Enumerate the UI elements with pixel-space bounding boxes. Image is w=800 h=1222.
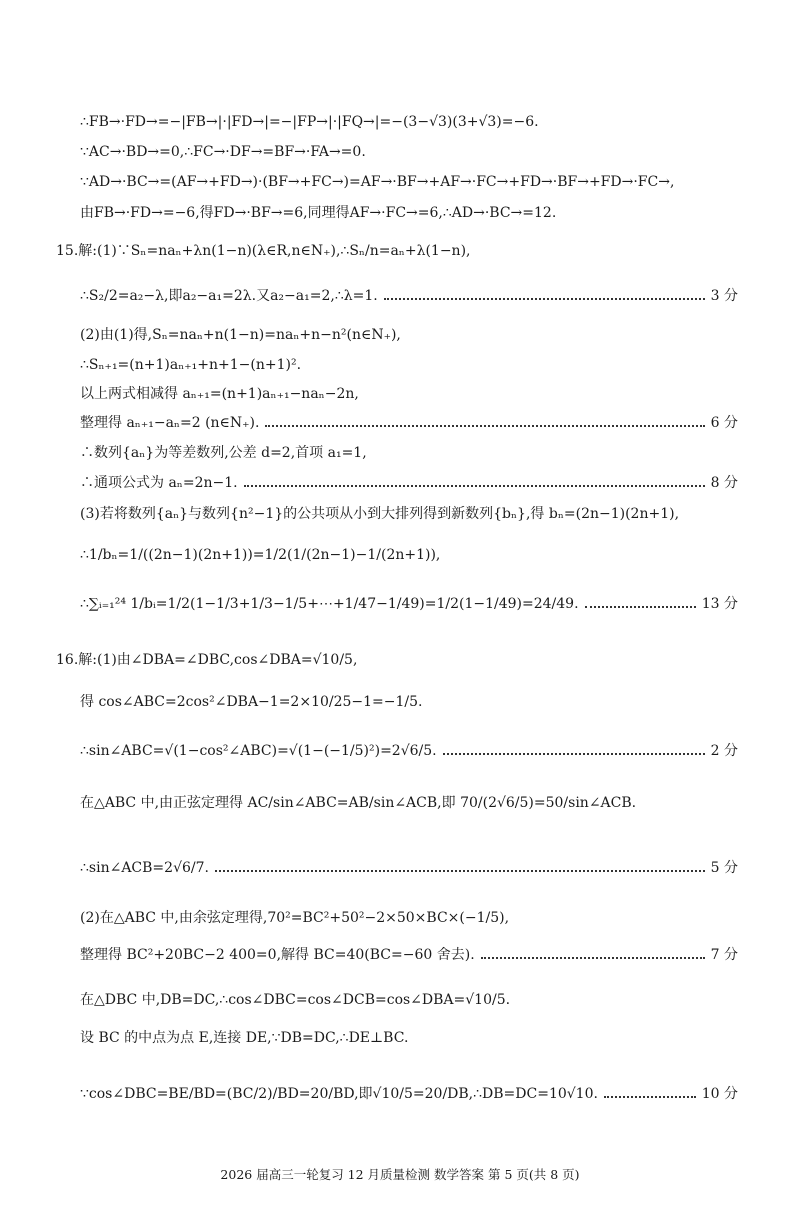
dot-leader [443,753,705,755]
text-line: 设 BC 的中点为点 E,连接 DE,∵DB=DC,∴DE⊥BC. [80,1030,409,1046]
score-label: 13 分 [701,596,738,612]
dot-leader [265,425,704,427]
score-label: 8 分 [710,475,738,491]
text-line: ∴FB→·FD→=−|FB→|·|FD→|=−|FP→|·|FQ→|=−(3−√3)(3+√3)=−6. [80,114,539,130]
question-16-heading: 16.解:(1)由∠DBA=∠DBC,cos∠DBA=√10/5, [56,652,358,668]
text-line-scored: ∴∑ᵢ₌₁²⁴ 1/bᵢ=1/2(1−1/3+1/3−1/5+⋯+1/47−1/49)=1/2(1−1/49)=24/49. 13 分 [80,596,738,612]
dot-leader [585,606,696,608]
page-footer: 2026 届高三一轮复习 12 月质量检测 数学答案 第 5 页(共 8 页) [220,1167,580,1182]
text-line-scored: ∴sin∠ACB=2√6/7. 5 分 [80,860,738,876]
score-label: 7 分 [710,947,738,963]
text-line: 以上两式相减得 aₙ₊₁=(n+1)aₙ₊₁−naₙ−2n, [80,386,359,402]
text-line-scored: 整理得 aₙ₊₁−aₙ=2 (n∈N₊). 6 分 [80,415,738,431]
text-line: 在△ABC 中,由正弦定理得 AC/sin∠ABC=AB/sin∠ACB,即 70/(2√6/5)=50/sin∠ACB. [80,795,637,811]
text-line: 由FB→·FD→=−6,得FD→·BF→=6,同理得AF→·FC→=6,∴AD→·BC→=12. [80,205,557,221]
text-line-scored: ∵cos∠DBC=BE/BD=(BC/2)/BD=20/BD,即√10/5=20/DB,∴DB=DC=10√10. 10 分 [80,1086,738,1102]
text-line: (3)若将数列{aₙ}与数列{n²−1}的公共项从小到大排列得到新数列{bₙ},得 bₙ=(2n−1)(2n+1), [80,506,680,522]
text-line-scored: ∴sin∠ABC=√(1−cos²∠ABC)=√(1−(−1/5)²)=2√6/5. 2 分 [80,743,738,759]
text-line: ∴1/bₙ=1/((2n−1)(2n+1))=1/2(1/(2n−1)−1/(2n+1)), [80,547,441,563]
text-line: (2)在△ABC 中,由余弦定理得,70²=BC²+50²−2×50×BC×(−1/5), [80,910,510,926]
score-label: 3 分 [710,288,738,304]
text-line: ∴数列{aₙ}为等差数列,公差 d=2,首项 a₁=1, [80,445,367,461]
dot-leader [481,957,705,959]
text-line: ∴Sₙ₊₁=(n+1)aₙ₊₁+n+1−(n+1)². [80,357,302,373]
question-15-heading: 15.解:(1)∵Sₙ=naₙ+λn(1−n)(λ∈R,n∈N₊),∴Sₙ/n=aₙ+λ(1−n), [56,243,471,259]
text-line: 在△DBC 中,DB=DC,∴cos∠DBC=cos∠DCB=cos∠DBA=√10/5. [80,992,511,1008]
dot-leader [384,298,705,300]
text-line-scored: ∴S₂/2=a₂−λ,即a₂−a₁=2λ.又a₂−a₁=2,∴λ=1. 3 分 [80,288,738,304]
score-label: 5 分 [710,860,738,876]
text-line: (2)由(1)得,Sₙ=naₙ+n(1−n)=naₙ+n−n²(n∈N₊), [80,327,401,343]
text-line: 得 cos∠ABC=2cos²∠DBA−1=2×10/25−1=−1/5. [80,694,423,710]
dot-leader [604,1096,696,1098]
score-label: 10 分 [701,1086,738,1102]
dot-leader [244,485,705,487]
score-label: 6 分 [710,415,738,431]
score-label: 2 分 [710,743,738,759]
text-line-scored: 整理得 BC²+20BC−2 400=0,解得 BC=40(BC=−60 舍去). 7 分 [80,947,738,963]
text-line: ∵AC→·BD→=0,∴FC→·DF→=BF→·FA→=0. [80,144,366,160]
dot-leader [215,870,705,872]
text-line: ∵AD→·BC→=(AF→+FD→)·(BF→+FC→)=AF→·BF→+AF→·FC→+FD→·BF→+FD→·FC→, [80,174,675,190]
text-line-scored: ∴通项公式为 aₙ=2n−1. 8 分 [80,475,738,491]
